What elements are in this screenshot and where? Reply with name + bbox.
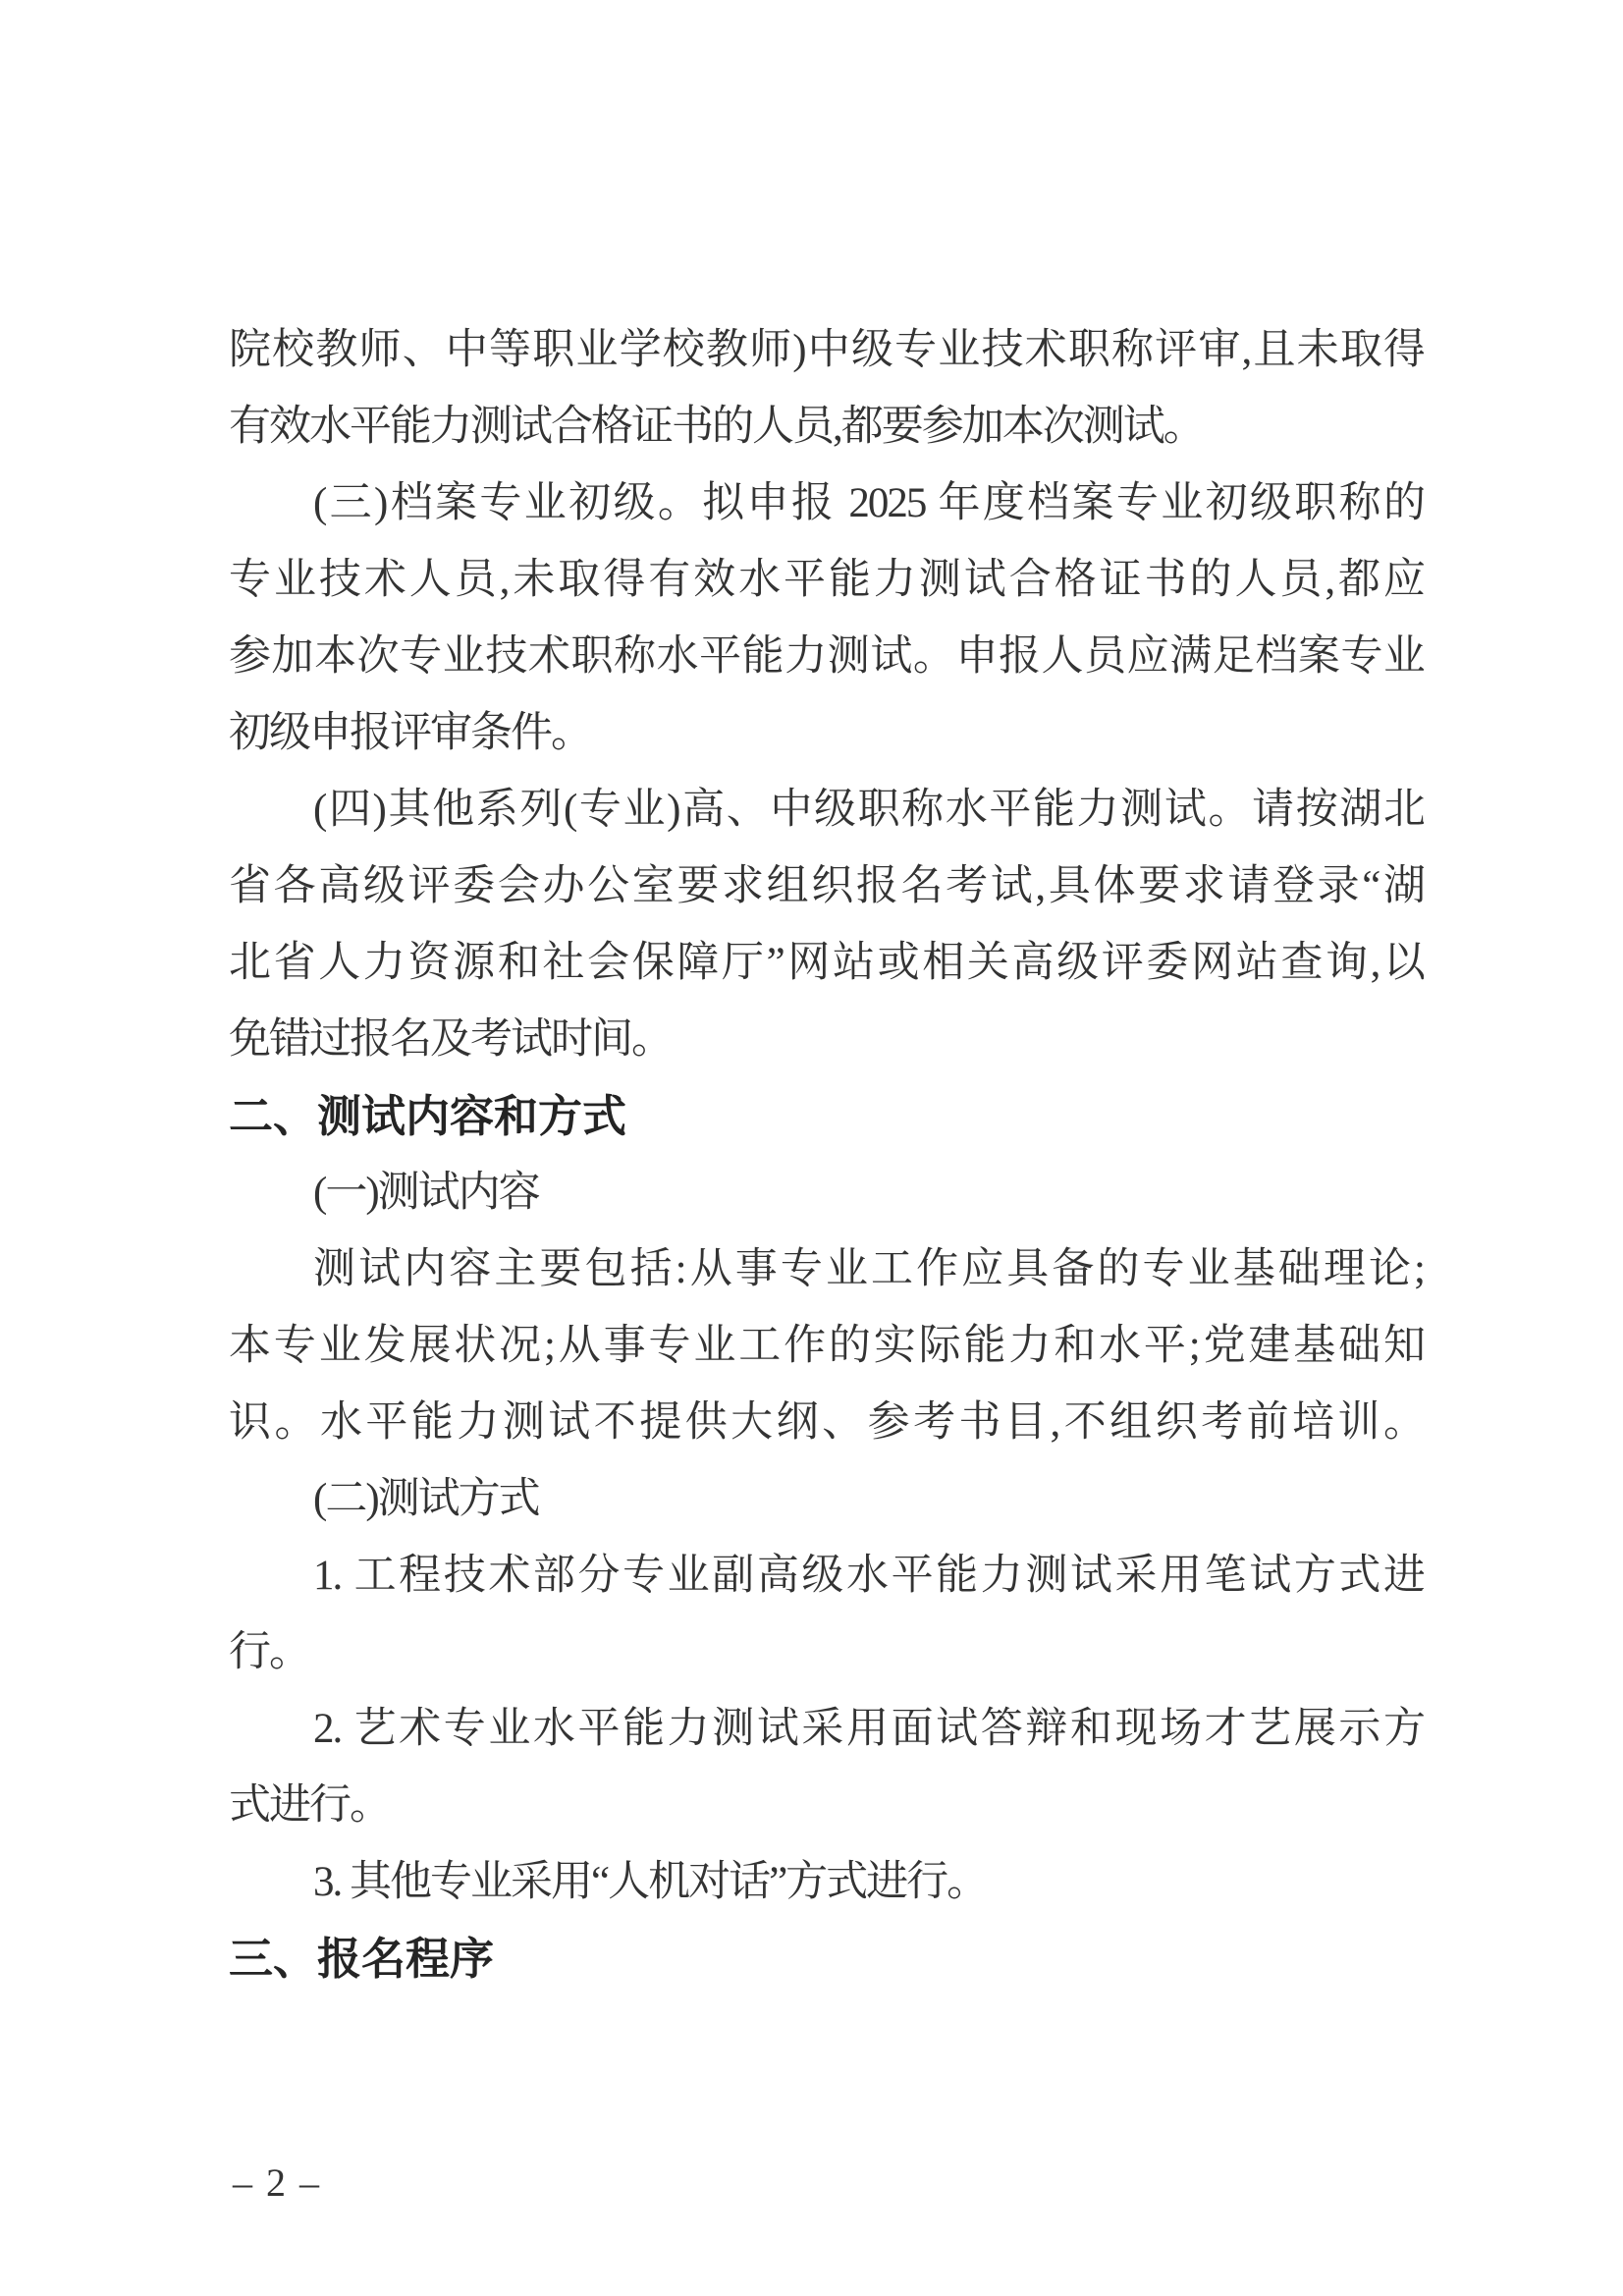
text-line: 免错过报名及考试时间。: [229, 1016, 672, 1063]
text-line: 识。水平能力测试不提供大纲、参考书目,不组织考前培训。: [229, 1399, 1424, 1446]
text-line: (四)其他系列(专业)高、中级职称水平能力测试。请按湖北: [313, 787, 1424, 833]
text-line: 参加本次专业技术职称水平能力测试。申报人员应满足档案专业: [229, 633, 1424, 680]
text-line: (一)测试内容: [313, 1170, 539, 1216]
text-line: 有效水平能力测试合格证书的人员,都要参加本次测试。: [229, 404, 1204, 450]
text-line: 2. 艺术专业水平能力测试采用面试答辩和现场才艺展示方: [313, 1706, 1424, 1752]
text-line: (三)档案专业初级。拟申报 2025 年度档案专业初级职称的: [313, 480, 1424, 526]
text-line: 初级申报评审条件。: [229, 710, 591, 756]
document-body: [229, 312, 1424, 1997]
text-line: 院校教师、中等职业学校教师)中级专业技术职称评审,且未取得: [229, 327, 1424, 373]
text-line: 1. 工程技术部分专业副高级水平能力测试采用笔试方式进: [313, 1553, 1424, 1599]
text-line: 北省人力资源和社会保障厅”网站或相关高级评委网站查询,以: [229, 940, 1424, 986]
section-heading-3: 三、报名程序: [229, 1934, 495, 1984]
text-line: 式进行。: [229, 1782, 390, 1829]
text-line: 省各高级评委会办公室要求组织报名考试,具体要求请登录“湖: [229, 863, 1424, 909]
text-line: 测试内容主要包括:从事专业工作应具备的专业基础理论;: [313, 1246, 1424, 1292]
text-line: 专业技术人员,未取得有效水平能力测试合格证书的人员,都应: [229, 557, 1424, 603]
page-number: – 2 –: [233, 2160, 321, 2205]
text-line: 本专业发展状况;从事专业工作的实际能力和水平;党建基础知: [229, 1323, 1424, 1369]
text-line: 行。: [229, 1629, 309, 1675]
text-line: (二)测试方式: [313, 1476, 539, 1522]
section-heading-2: 二、测试内容和方式: [229, 1091, 627, 1141]
text-line: 3. 其他专业采用“人机对话”方式进行。: [313, 1859, 988, 1905]
